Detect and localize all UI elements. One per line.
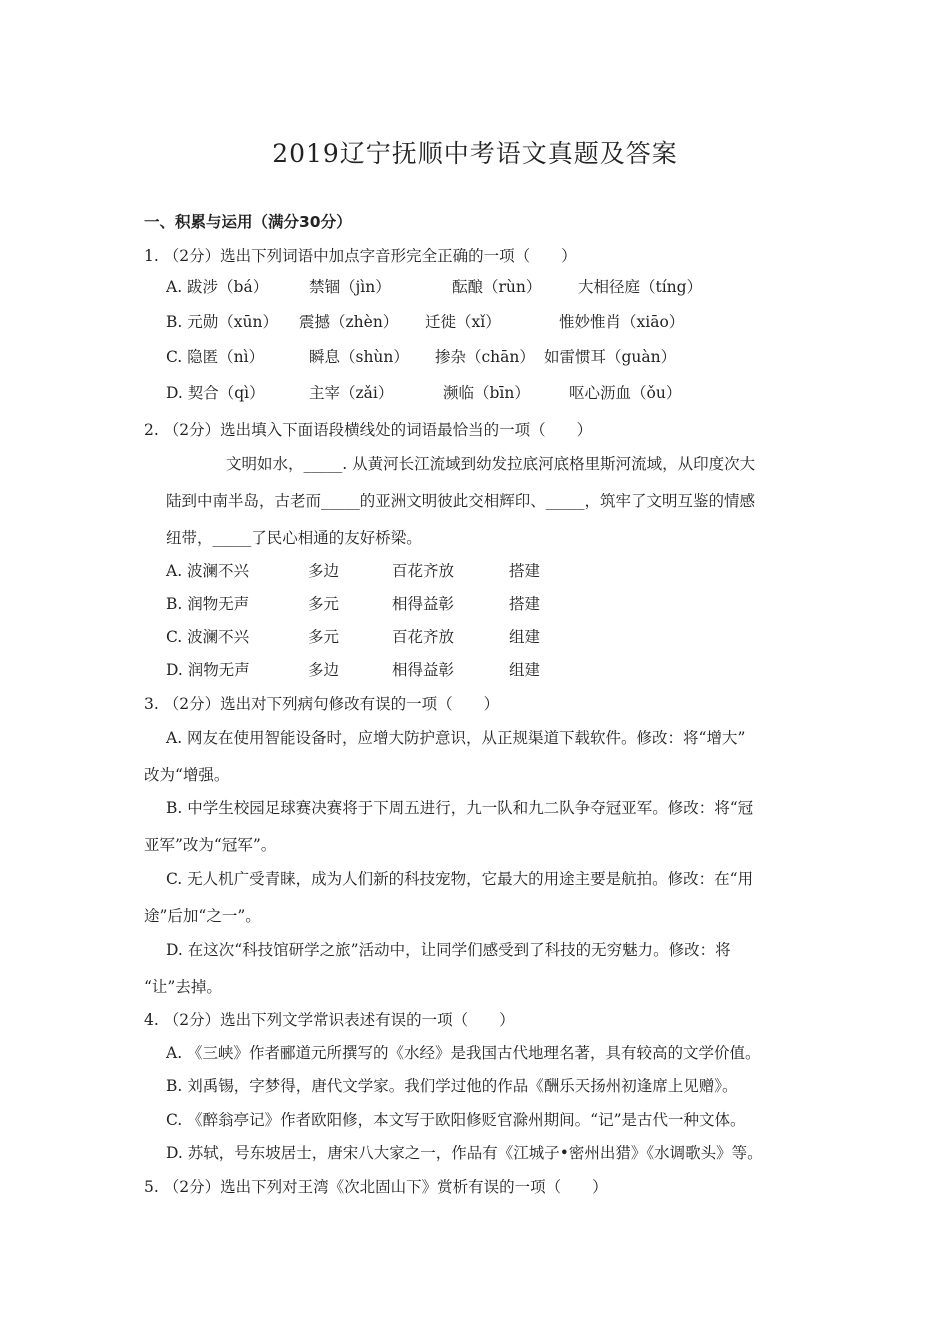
- option-cell: 濒临（bīn）: [443, 384, 530, 402]
- question-2-stem: 2. （2分）选出填入下面语段横线处的词语最恰当的一项（ ）: [144, 421, 593, 439]
- question-4-option-c: C. 《醉翁亭记》作者欧阳修，本文写于欧阳修贬官滁州期间。“记”是古代一种文体。: [166, 1111, 746, 1129]
- section-heading: 一、积累与运用（满分30分）: [144, 213, 352, 231]
- option-cell: 惟妙惟肖（xiāo）: [559, 313, 685, 331]
- option-cell: 组建: [509, 661, 541, 679]
- option-cell: 酝酿（rùn）: [452, 278, 542, 296]
- option-cell: 组建: [509, 628, 541, 646]
- question-3-option-b-line-1: B. 中学生校园足球赛决赛将于下周五进行，九一队和九二队争夺冠亚军。修改：将“冠: [166, 799, 754, 817]
- page-title: 2019辽宁抚顺中考语文真题及答案: [272, 139, 678, 168]
- question-3-option-a-line-2: 改为“增强。: [144, 766, 230, 784]
- option-cell: 禁锢（jìn）: [309, 278, 391, 296]
- option-cell: A. 跋涉（bá）: [166, 278, 269, 296]
- question-5-stem: 5. （2分）选出下列对王湾《次北固山下》赏析有误的一项（ ）: [144, 1178, 608, 1196]
- question-1-option-d: [166, 381, 681, 403]
- question-3-stem: 3. （2分）选出对下列病句修改有误的一项（ ）: [144, 695, 500, 713]
- option-cell: 多边: [308, 562, 340, 580]
- option-cell: B. 润物无声: [166, 595, 250, 613]
- question-3-option-b-line-2: 亚军”改为“冠军”。: [144, 836, 277, 854]
- option-cell: C. 隐匿（nì）: [166, 348, 265, 366]
- option-cell: 大相径庭（tíng）: [578, 278, 703, 296]
- question-2-option-a: [166, 559, 540, 581]
- option-cell: D. 契合（qì）: [166, 384, 265, 402]
- question-3-option-c-line-1: C. 无人机广受青睐，成为人们新的科技宠物，它最大的用途主要是航拍。修改：在“用: [166, 870, 754, 888]
- option-cell: 百花齐放: [392, 562, 455, 580]
- question-2-option-b: [166, 592, 540, 614]
- option-cell: 多元: [308, 628, 340, 646]
- question-3-option-d-line-1: D. 在这次“科技馆研学之旅”活动中，让同学们感受到了科技的无穷魅力。修改：将: [166, 941, 731, 959]
- option-cell: B. 元勋（xūn）: [166, 313, 278, 331]
- question-1-option-c: [166, 345, 676, 367]
- option-cell: 多元: [308, 595, 340, 613]
- option-cell: C. 波澜不兴: [166, 628, 250, 646]
- question-1-option-a: [166, 275, 702, 297]
- question-3-option-c-line-2: 途”后加“之一”。: [144, 907, 261, 925]
- option-cell: 呕心沥血（ǒu）: [569, 384, 682, 402]
- option-cell: 迁徙（xǐ）: [425, 313, 501, 331]
- question-4-option-d: D. 苏轼，号东坡居士，唐宋八大家之一，作品有《江城子•密州出猎》《水调歌头》等。: [166, 1144, 763, 1162]
- option-cell: 相得益彰: [392, 595, 455, 613]
- question-1-option-b: [166, 310, 684, 332]
- option-cell: 多边: [308, 661, 340, 679]
- question-4-option-b: B. 刘禹锡，字梦得，唐代文学家。我们学过他的作品《酬乐天扬州初逢席上见赠》。: [166, 1077, 738, 1095]
- question-2-passage-line-1: 文明如水，_____. 从黄河长江流域到幼发拉底河底格里斯河流域，从印度次大: [226, 455, 756, 473]
- option-cell: 瞬息（shùn）: [309, 348, 409, 366]
- question-1-stem: 1. （2分）选出下列词语中加点字音形完全正确的一项（ ）: [144, 247, 577, 265]
- option-cell: 相得益彰: [392, 661, 455, 679]
- question-3-option-a-line-1: A. 网友在使用智能设备时，应增大防护意识，从正规渠道下载软件。修改：将“增大”: [166, 729, 746, 747]
- question-2-passage-line-3: 纽带，_____了民心相通的友好桥梁。: [166, 529, 422, 547]
- option-cell: A. 波澜不兴: [166, 562, 250, 580]
- option-cell: 主宰（zǎi）: [309, 384, 394, 402]
- question-4-option-a: A. 《三峡》作者郦道元所撰写的《水经》是我国古代地理名著，具有较高的文学价值。: [166, 1044, 761, 1062]
- option-cell: 百花齐放: [392, 628, 455, 646]
- question-2-passage-line-2: 陆到中南半岛，古老而_____的亚洲文明彼此交相辉印、_____，筑牢了文明互鉴的情感: [166, 492, 756, 510]
- question-2-option-d: [166, 658, 540, 680]
- option-cell: D. 润物无声: [166, 661, 250, 679]
- option-cell: 搭建: [509, 562, 541, 580]
- option-cell: 掺杂（chān）: [435, 348, 535, 366]
- option-cell: 震撼（zhèn）: [299, 313, 399, 331]
- question-3-option-d-line-2: “让”去掉。: [144, 978, 222, 996]
- question-4-stem: 4. （2分）选出下列文学常识表述有误的一项（ ）: [144, 1011, 515, 1029]
- option-cell: 搭建: [509, 595, 541, 613]
- question-2-option-c: [166, 625, 540, 647]
- option-cell: 如雷惯耳（guàn）: [544, 348, 677, 366]
